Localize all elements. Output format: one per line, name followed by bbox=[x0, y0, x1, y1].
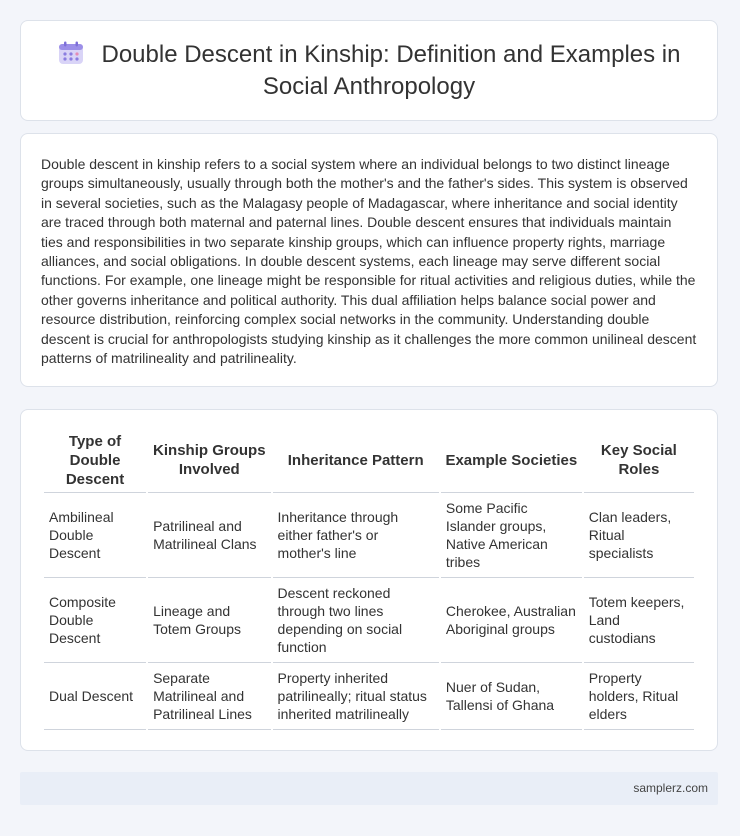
table-cell: Nuer of Sudan, Tallensi of Ghana bbox=[441, 663, 582, 730]
footer-site-link[interactable]: samplerz.com bbox=[633, 781, 708, 795]
footer-bar bbox=[20, 772, 718, 805]
table-card bbox=[20, 409, 718, 751]
table-cell: Lineage and Totem Groups bbox=[148, 578, 270, 663]
table-header-row bbox=[44, 428, 694, 493]
table-cell: Inheritance through either father's or mother's line bbox=[273, 493, 439, 578]
calendar-icon bbox=[58, 41, 84, 72]
table-cell: Cherokee, Australian Aboriginal groups bbox=[441, 578, 582, 663]
column-header: Example Societies bbox=[441, 428, 582, 493]
table-cell: Descent reckoned through two lines depending on social function bbox=[273, 578, 439, 663]
table-row bbox=[44, 663, 694, 730]
descent-table bbox=[42, 428, 696, 730]
column-header: Kinship Groups Involved bbox=[148, 428, 270, 493]
title-card bbox=[20, 20, 718, 121]
intro-paragraph: Double descent in kinship refers to a social system where an individual belongs to two distinct lineage groups simultaneously, usually through both the mother's and the father's sides. This system is observed in several societies, such as the Malagasy people of Madagascar, where inheritance and social identity are traced through both maternal and paternal lines. Double descent ensures that individuals maintain ties and responsibilities in two separate kinship groups, which can influence property rights, marriage alliances, and social obligations. In double descent systems, each lineage may serve different social functions. For example, one lineage might be responsible for ritual activities and religious duties, while the other governs inheritance and political authority. This dual affiliation helps balance social power and resource distribution, reinforcing complex social networks in the community. Understanding double descent is crucial for anthropologists studying kinship as it challenges the more common unilineal descent patterns of matrilineality and patrilineality. bbox=[41, 156, 697, 367]
table-cell: Property inherited patrilineally; ritual status inherited matrilineally bbox=[273, 663, 439, 730]
page-title-block bbox=[49, 40, 689, 101]
column-header: Key Social Roles bbox=[584, 428, 694, 493]
intro-card bbox=[20, 133, 718, 387]
table-cell: Clan leaders, Ritual specialists bbox=[584, 493, 694, 578]
table-cell: Some Pacific Islander groups, Native American tribes bbox=[441, 493, 582, 578]
table-cell: Dual Descent bbox=[44, 663, 146, 730]
table-cell: Property holders, Ritual elders bbox=[584, 663, 694, 730]
table-row bbox=[44, 578, 694, 663]
page-title: Double Descent in Kinship: Definition and Examples in Social Anthropology bbox=[101, 41, 681, 100]
column-header: Type of Double Descent bbox=[44, 428, 146, 493]
table-cell: Patrilineal and Matrilineal Clans bbox=[148, 493, 270, 578]
column-header: Inheritance Pattern bbox=[273, 428, 439, 493]
table-cell: Composite Double Descent bbox=[44, 578, 146, 663]
table-cell: Totem keepers, Land custodians bbox=[584, 578, 694, 663]
table-cell: Separate Matrilineal and Patrilineal Lines bbox=[148, 663, 270, 730]
table-cell: Ambilineal Double Descent bbox=[44, 493, 146, 578]
table-row bbox=[44, 493, 694, 578]
